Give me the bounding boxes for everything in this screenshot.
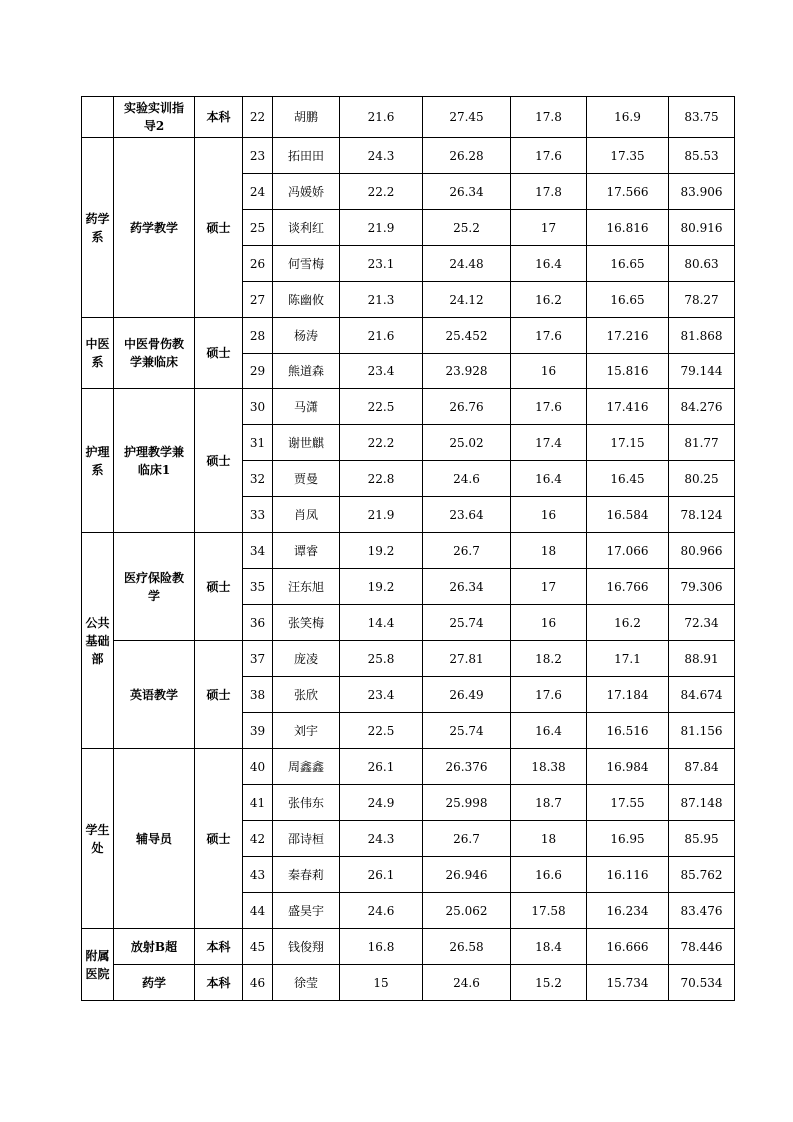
score-3: 16.6 (511, 857, 587, 893)
total-score: 85.762 (669, 857, 735, 893)
table-row (82, 965, 735, 1001)
score-1: 19.2 (340, 533, 423, 569)
total-score: 84.276 (669, 389, 735, 425)
table-row (82, 97, 735, 138)
candidate-name: 马潇 (273, 389, 340, 425)
score-1: 23.1 (340, 246, 423, 282)
score-3: 17.8 (511, 174, 587, 210)
score-3: 16.4 (511, 713, 587, 749)
score-2: 25.452 (423, 318, 511, 354)
score-3: 17.58 (511, 893, 587, 929)
row-number: 27 (243, 282, 273, 318)
score-3: 18 (511, 533, 587, 569)
score-4: 17.184 (587, 677, 669, 713)
score-1: 21.9 (340, 497, 423, 533)
row-number: 25 (243, 210, 273, 246)
candidate-name: 张笑梅 (273, 605, 340, 641)
score-4: 17.416 (587, 389, 669, 425)
score-2: 26.28 (423, 138, 511, 174)
candidate-name: 张欣 (273, 677, 340, 713)
row-number: 39 (243, 713, 273, 749)
score-4: 16.766 (587, 569, 669, 605)
table-row (82, 749, 735, 785)
score-1: 26.1 (340, 749, 423, 785)
score-4: 16.666 (587, 929, 669, 965)
score-2: 27.81 (423, 641, 511, 677)
score-4: 16.65 (587, 282, 669, 318)
candidate-name: 徐莹 (273, 965, 340, 1001)
score-4: 17.55 (587, 785, 669, 821)
candidate-name: 胡鹏 (273, 97, 340, 138)
department-cell: 护理系 (82, 389, 114, 533)
row-number: 33 (243, 497, 273, 533)
table-row (82, 533, 735, 569)
score-4: 16.516 (587, 713, 669, 749)
score-2: 26.34 (423, 569, 511, 605)
score-2: 23.64 (423, 497, 511, 533)
score-1: 22.5 (340, 713, 423, 749)
row-number: 44 (243, 893, 273, 929)
score-2: 25.2 (423, 210, 511, 246)
table-body (82, 97, 735, 1001)
total-score: 80.966 (669, 533, 735, 569)
row-number: 22 (243, 97, 273, 138)
score-2: 26.76 (423, 389, 511, 425)
education-cell: 硕士 (195, 389, 243, 533)
total-score: 80.25 (669, 461, 735, 497)
candidate-name: 谈利红 (273, 210, 340, 246)
score-1: 24.3 (340, 821, 423, 857)
score-4: 16.234 (587, 893, 669, 929)
table-row (82, 929, 735, 965)
score-1: 21.9 (340, 210, 423, 246)
score-4: 16.984 (587, 749, 669, 785)
post-cell: 英语教学 (114, 641, 195, 749)
score-2: 25.062 (423, 893, 511, 929)
score-2: 26.376 (423, 749, 511, 785)
post-cell: 药学教学 (114, 138, 195, 318)
row-number: 45 (243, 929, 273, 965)
department-cell: 药学系 (82, 138, 114, 318)
candidate-name: 邵诗桓 (273, 821, 340, 857)
score-4: 15.734 (587, 965, 669, 1001)
total-score: 84.674 (669, 677, 735, 713)
score-2: 24.48 (423, 246, 511, 282)
score-3: 18.4 (511, 929, 587, 965)
score-2: 24.6 (423, 965, 511, 1001)
total-score: 85.95 (669, 821, 735, 857)
score-3: 17.6 (511, 138, 587, 174)
score-3: 17.8 (511, 97, 587, 138)
score-4: 16.95 (587, 821, 669, 857)
score-3: 16.4 (511, 461, 587, 497)
candidate-name: 贾曼 (273, 461, 340, 497)
post-cell: 实验实训指导2 (114, 97, 195, 138)
candidate-name: 周鑫鑫 (273, 749, 340, 785)
score-1: 15 (340, 965, 423, 1001)
score-2: 26.58 (423, 929, 511, 965)
department-cell: 中医系 (82, 318, 114, 389)
score-4: 17.15 (587, 425, 669, 461)
score-1: 22.8 (340, 461, 423, 497)
education-cell: 硕士 (195, 138, 243, 318)
row-number: 34 (243, 533, 273, 569)
score-3: 16 (511, 605, 587, 641)
score-2: 24.6 (423, 461, 511, 497)
row-number: 36 (243, 605, 273, 641)
department-cell: 学生处 (82, 749, 114, 929)
candidate-name: 谭睿 (273, 533, 340, 569)
total-score: 88.91 (669, 641, 735, 677)
score-4: 16.816 (587, 210, 669, 246)
total-score: 78.27 (669, 282, 735, 318)
score-1: 21.6 (340, 97, 423, 138)
score-2: 26.49 (423, 677, 511, 713)
score-1: 21.6 (340, 318, 423, 354)
row-number: 35 (243, 569, 273, 605)
candidate-name: 熊道森 (273, 354, 340, 389)
post-cell: 放射B超 (114, 929, 195, 965)
post-cell: 药学 (114, 965, 195, 1001)
total-score: 80.63 (669, 246, 735, 282)
candidate-name: 陈幽攸 (273, 282, 340, 318)
score-2: 26.34 (423, 174, 511, 210)
score-1: 24.3 (340, 138, 423, 174)
total-score: 87.84 (669, 749, 735, 785)
row-number: 24 (243, 174, 273, 210)
score-3: 17.4 (511, 425, 587, 461)
score-1: 19.2 (340, 569, 423, 605)
table-row (82, 318, 735, 354)
candidate-name: 何雪梅 (273, 246, 340, 282)
row-number: 46 (243, 965, 273, 1001)
department-cell (82, 97, 114, 138)
row-number: 41 (243, 785, 273, 821)
score-3: 18 (511, 821, 587, 857)
score-2: 25.998 (423, 785, 511, 821)
row-number: 40 (243, 749, 273, 785)
score-4: 16.2 (587, 605, 669, 641)
score-3: 17.6 (511, 318, 587, 354)
row-number: 31 (243, 425, 273, 461)
row-number: 23 (243, 138, 273, 174)
score-3: 15.2 (511, 965, 587, 1001)
table-row (82, 641, 735, 677)
education-cell: 硕士 (195, 533, 243, 641)
department-cell: 附属医院 (82, 929, 114, 1001)
score-1: 21.3 (340, 282, 423, 318)
education-cell: 本科 (195, 929, 243, 965)
score-2: 25.02 (423, 425, 511, 461)
score-4: 17.216 (587, 318, 669, 354)
row-number: 37 (243, 641, 273, 677)
score-table (81, 96, 735, 1001)
score-4: 16.116 (587, 857, 669, 893)
score-2: 26.946 (423, 857, 511, 893)
candidate-name: 张伟东 (273, 785, 340, 821)
candidate-name: 谢世麒 (273, 425, 340, 461)
score-4: 17.35 (587, 138, 669, 174)
score-1: 24.9 (340, 785, 423, 821)
total-score: 78.446 (669, 929, 735, 965)
candidate-name: 盛昊宇 (273, 893, 340, 929)
score-3: 16.2 (511, 282, 587, 318)
total-score: 85.53 (669, 138, 735, 174)
score-3: 16 (511, 497, 587, 533)
candidate-name: 汪东旭 (273, 569, 340, 605)
score-1: 16.8 (340, 929, 423, 965)
total-score: 79.144 (669, 354, 735, 389)
score-1: 14.4 (340, 605, 423, 641)
post-cell: 中医骨伤教学兼临床 (114, 318, 195, 389)
row-number: 26 (243, 246, 273, 282)
candidate-name: 拓田田 (273, 138, 340, 174)
score-4: 17.066 (587, 533, 669, 569)
score-1: 22.2 (340, 425, 423, 461)
table-row (82, 138, 735, 174)
candidate-name: 庞凌 (273, 641, 340, 677)
row-number: 38 (243, 677, 273, 713)
score-2: 26.7 (423, 533, 511, 569)
score-4: 16.584 (587, 497, 669, 533)
row-number: 30 (243, 389, 273, 425)
candidate-name: 秦春莉 (273, 857, 340, 893)
row-number: 28 (243, 318, 273, 354)
total-score: 81.868 (669, 318, 735, 354)
row-number: 43 (243, 857, 273, 893)
candidate-name: 刘宇 (273, 713, 340, 749)
candidate-name: 冯媛娇 (273, 174, 340, 210)
score-3: 17 (511, 569, 587, 605)
score-1: 24.6 (340, 893, 423, 929)
score-2: 27.45 (423, 97, 511, 138)
education-cell: 硕士 (195, 318, 243, 389)
education-cell: 硕士 (195, 641, 243, 749)
score-4: 16.65 (587, 246, 669, 282)
score-3: 17.6 (511, 389, 587, 425)
score-1: 22.2 (340, 174, 423, 210)
score-3: 18.2 (511, 641, 587, 677)
post-cell: 医疗保险教学 (114, 533, 195, 641)
total-score: 79.306 (669, 569, 735, 605)
score-4: 15.816 (587, 354, 669, 389)
score-4: 17.1 (587, 641, 669, 677)
total-score: 87.148 (669, 785, 735, 821)
candidate-name: 钱俊翔 (273, 929, 340, 965)
total-score: 72.34 (669, 605, 735, 641)
score-3: 17.6 (511, 677, 587, 713)
score-4: 16.45 (587, 461, 669, 497)
score-2: 24.12 (423, 282, 511, 318)
table-row (82, 389, 735, 425)
score-2: 25.74 (423, 605, 511, 641)
total-score: 83.906 (669, 174, 735, 210)
score-3: 18.38 (511, 749, 587, 785)
post-cell: 辅导员 (114, 749, 195, 929)
score-1: 22.5 (340, 389, 423, 425)
education-cell: 硕士 (195, 749, 243, 929)
score-3: 16 (511, 354, 587, 389)
score-1: 26.1 (340, 857, 423, 893)
score-1: 23.4 (340, 677, 423, 713)
total-score: 78.124 (669, 497, 735, 533)
total-score: 83.476 (669, 893, 735, 929)
row-number: 32 (243, 461, 273, 497)
score-4: 17.566 (587, 174, 669, 210)
score-1: 23.4 (340, 354, 423, 389)
score-3: 16.4 (511, 246, 587, 282)
score-3: 18.7 (511, 785, 587, 821)
row-number: 29 (243, 354, 273, 389)
total-score: 81.77 (669, 425, 735, 461)
total-score: 80.916 (669, 210, 735, 246)
education-cell: 本科 (195, 97, 243, 138)
total-score: 81.156 (669, 713, 735, 749)
score-2: 23.928 (423, 354, 511, 389)
total-score: 70.534 (669, 965, 735, 1001)
total-score: 83.75 (669, 97, 735, 138)
score-3: 17 (511, 210, 587, 246)
score-1: 25.8 (340, 641, 423, 677)
candidate-name: 肖凤 (273, 497, 340, 533)
education-cell: 本科 (195, 965, 243, 1001)
candidate-name: 杨涛 (273, 318, 340, 354)
post-cell: 护理教学兼临床1 (114, 389, 195, 533)
department-cell: 公共基础部 (82, 533, 114, 749)
score-2: 25.74 (423, 713, 511, 749)
score-2: 26.7 (423, 821, 511, 857)
score-4: 16.9 (587, 97, 669, 138)
row-number: 42 (243, 821, 273, 857)
